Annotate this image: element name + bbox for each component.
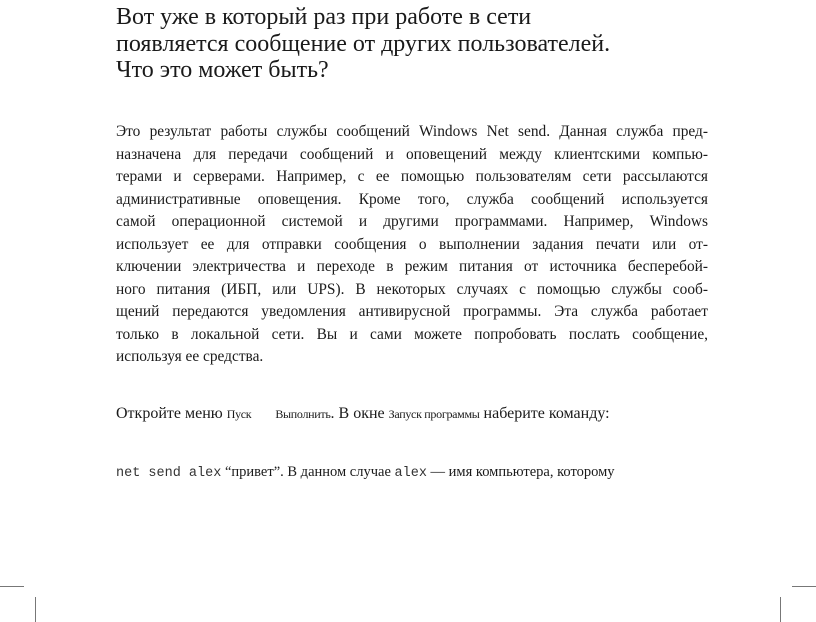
- command-line: [116, 464, 615, 481]
- command-code: net send alex: [116, 466, 222, 481]
- command-message: “привет”.: [221, 464, 284, 480]
- paragraph-line: ного питания (ИБП, или UPS). В некоторых случаях с помощью службы сооб-: [116, 280, 708, 298]
- menu-start-label: Пуск: [226, 407, 252, 421]
- menu-run-label: Выполнить: [275, 407, 331, 421]
- paragraph-line: Это результат работы службы сообщений Windows Net send. Данная служба пред-: [116, 123, 708, 140]
- paragraph-line: самой операционной системой и другими программами. Например, Windows: [116, 213, 708, 230]
- instruction-prefix: Откройте меню: [116, 405, 223, 422]
- paragraph-line: используя ее средства.: [116, 348, 264, 365]
- paragraph-line: административные оповещения. Кроме того, служба сообщений используется: [116, 190, 708, 208]
- crop-mark-right-vertical: [780, 597, 781, 622]
- paragraph-line: терами и серверами. Например, с ее помощью пользователям сети рассылаются: [116, 168, 708, 185]
- paragraph-line: использует ее для отправки сообщения о выполнении задания печати или от-: [116, 235, 708, 253]
- heading-line-1: Вот уже в который раз при работе в сети: [116, 4, 532, 30]
- command-middle: В данном случае: [283, 464, 395, 480]
- paragraph-line: ключении электричества и переходе в режим питания от источника бесперебой-: [116, 258, 708, 275]
- crop-mark-right-horizontal: [792, 586, 816, 587]
- dialog-name-label: Запуск программы: [388, 407, 480, 421]
- paragraph-line: назначена для передачи сообщений и оповещений между клиентскими компью-: [116, 145, 708, 163]
- instruction-line: [116, 405, 610, 423]
- paragraph-line: только в локальной сети. Вы и сами можете попробовать послать сообщение,: [116, 325, 708, 343]
- instruction-dot: .: [330, 405, 335, 422]
- instruction-middle: В окне: [334, 405, 389, 422]
- heading-line-3: Что это может быть?: [116, 57, 329, 83]
- computer-name-code: alex: [394, 466, 427, 481]
- crop-mark-left-horizontal: [0, 586, 24, 587]
- answer-paragraph: [116, 121, 708, 369]
- command-suffix: — имя компьютера, которому: [430, 464, 615, 480]
- heading-line-2: появляется сообщение от других пользователей.: [116, 30, 611, 57]
- paragraph-line: щений передаются уведомления антивирусной программы. Эта служба работает: [116, 303, 708, 320]
- question-heading: [116, 4, 796, 84]
- instruction-suffix: наберите команду:: [479, 405, 610, 422]
- crop-mark-left-vertical: [35, 597, 36, 622]
